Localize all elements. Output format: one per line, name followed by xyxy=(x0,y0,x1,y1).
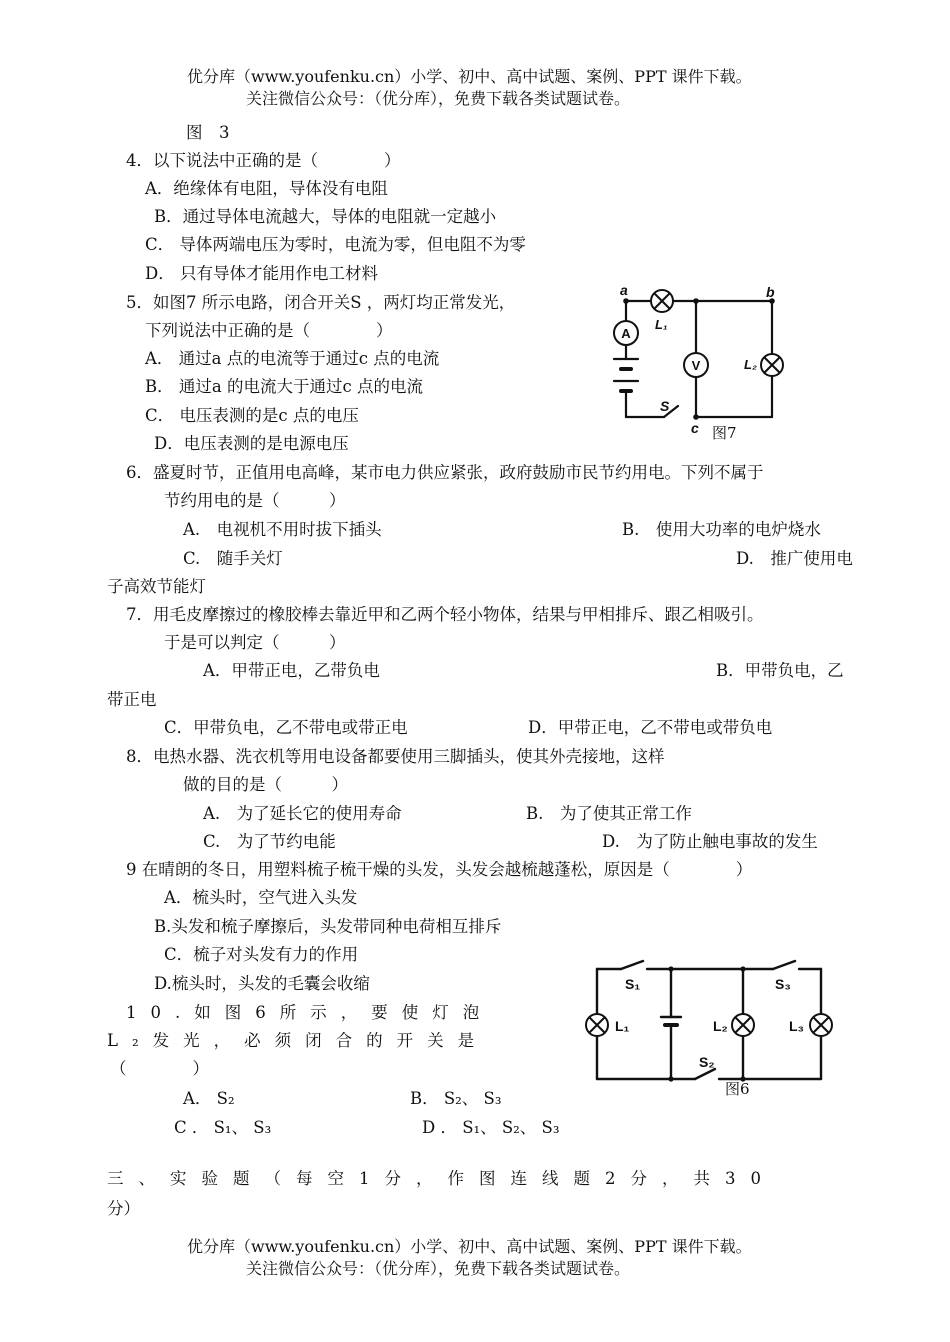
header-line-2: 关注微信公众号：（优分库），免费下载各类试题试卷。 xyxy=(246,89,631,108)
q6-stem-line-1: 6．盛夏时节，正值用电高峰，某市电力供应紧张，政府鼓励市民节约用电。下列不属于 xyxy=(126,463,764,482)
fig6-label-l1: L₁ xyxy=(615,1018,630,1034)
fig7-label-l1: L₁ xyxy=(655,317,668,332)
q5-stem-line-1: 5．如图7 所示电路，闭合开关S ，两灯均正常发光， xyxy=(126,293,516,312)
q4-option-a: A．绝缘体有电阻，导体没有电阻 xyxy=(145,179,388,198)
fig7-label-s: S xyxy=(660,398,670,414)
q6-option-d-continued: 子高效节能灯 xyxy=(107,577,206,596)
fig6-label-l3: L₃ xyxy=(789,1018,805,1034)
q7-stem-line-1: 7．用毛皮摩擦过的橡胶棒去靠近甲和乙两个轻小物体，结果与甲相排斥、跟乙相吸引。 xyxy=(126,605,764,624)
q9-stem: 9 在晴朗的冬日，用塑料梳子梳干燥的头发，头发会越梳越蓬松，原因是（ ） xyxy=(126,860,753,879)
q5-option-a: A． 通过a 点的电流等于通过c 点的电流 xyxy=(145,349,440,368)
figure-6-caption: 图6 xyxy=(725,1080,750,1098)
q6-option-c: C. 随手关灯 xyxy=(183,549,283,568)
q9-option-a: A．梳头时，空气进入头发 xyxy=(164,888,358,907)
fig7-label-b: b xyxy=(766,284,775,300)
q7-option-d: D．甲带正电，乙不带电或带负电 xyxy=(528,718,773,737)
fig6-label-s3: S₃ xyxy=(775,976,791,992)
q8-option-c: C. 为了节约电能 xyxy=(203,832,336,851)
q9-option-d: D.梳头时，头发的毛囊会收缩 xyxy=(154,974,370,993)
q8-stem-line-2: 做的目的是（ ） xyxy=(183,775,348,794)
figure-7-circuit xyxy=(600,282,800,436)
footer-line-2: 关注微信公众号：（优分库），免费下载各类试题试卷。 xyxy=(246,1259,631,1278)
q4-stem: 4．以下说法中正确的是（ ） xyxy=(126,151,401,170)
q10-option-d: D ． S₁、 S₂、 S₃ xyxy=(422,1118,560,1137)
lamp-l3-icon xyxy=(810,1014,832,1036)
q7-option-c: C．甲带负电，乙不带电或带正电 xyxy=(164,718,408,737)
q6-option-d: D. 推广使用电 xyxy=(736,549,853,568)
lamp-l2-icon xyxy=(761,354,783,376)
q5-stem-line-2: 下列说法中正确的是（ ） xyxy=(145,321,393,340)
q10-stem-line-2: L₂发光，必须闭合的开关是 xyxy=(107,1031,489,1050)
figure-6-circuit xyxy=(585,955,835,1085)
fig7-label-l2: L₂ xyxy=(744,357,757,372)
section-3-heading: 三、实验题（每空1分，作图连线题2分，共30 xyxy=(107,1169,776,1188)
q8-option-a: A. 为了延长它的使用寿命 xyxy=(203,804,402,823)
q5-option-b: B． 通过a 的电流大于通过c 点的电流 xyxy=(145,377,423,396)
fig7-label-a: a xyxy=(620,282,628,298)
q4-option-c: C． 导体两端电压为零时，电流为零，但电阻不为零 xyxy=(145,235,526,254)
lamp-l1-icon xyxy=(586,1014,608,1036)
q10-stem-line-3: （ ） xyxy=(110,1059,209,1078)
q10-stem-line-1: 10.如图6所示，要使灯泡 xyxy=(126,1003,494,1022)
lamp-l1-icon xyxy=(651,290,673,312)
fig6-label-l2: L₂ xyxy=(713,1018,728,1034)
q6-stem-line-2: 节约用电的是（ ） xyxy=(164,491,346,510)
q7-option-a: A．甲带正电，乙带负电 xyxy=(203,661,380,680)
figure-7-caption: 图7 xyxy=(712,424,737,442)
q8-option-d: D. 为了防止触电事故的发生 xyxy=(602,832,818,851)
q7-stem-line-2: 于是可以判定（ ） xyxy=(164,633,346,652)
q10-option-a: A． S₂ xyxy=(183,1089,235,1108)
q6-option-b: B. 使用大功率的电炉烧水 xyxy=(622,520,821,539)
lamp-l2-icon xyxy=(732,1014,754,1036)
header-line-1: 优分库（www.youfenku.cn）小学、初中、高中试题、案例、PPT 课件下载。 xyxy=(187,67,752,86)
fig6-label-s2: S₂ xyxy=(699,1054,715,1070)
svg-text:V: V xyxy=(691,358,701,373)
q8-stem-line-1: 8．电热水器、洗衣机等用电设备都要使用三脚插头，使其外壳接地，这样 xyxy=(126,747,665,766)
q5-option-d: D．电压表测的是电源电压 xyxy=(154,434,349,453)
section-3-heading-continued: 分） xyxy=(107,1199,140,1218)
q10-option-b: B． S₂、 S₃ xyxy=(410,1089,502,1108)
q9-option-c: C．梳子对头发有力的作用 xyxy=(164,945,359,964)
q7-option-b-continued: 带正电 xyxy=(107,690,157,709)
q9-option-b: B.头发和梳子摩擦后，头发带同种电荷相互排斥 xyxy=(154,917,502,936)
voltmeter-icon xyxy=(684,353,708,377)
fig6-label-s1: S₁ xyxy=(625,976,641,992)
q4-option-d: D． 只有导体才能用作电工材料 xyxy=(145,264,378,283)
svg-text:A: A xyxy=(621,326,631,341)
q7-option-b: B．甲带负电，乙 xyxy=(716,661,844,680)
figure-3-caption: 图 3 xyxy=(186,123,230,142)
q10-option-c: C ． S₁、 S₃ xyxy=(174,1118,272,1137)
fig7-label-c: c xyxy=(691,420,699,436)
footer-line-1: 优分库（www.youfenku.cn）小学、初中、高中试题、案例、PPT 课件下载。 xyxy=(187,1237,752,1256)
q8-option-b: B. 为了使其正常工作 xyxy=(526,804,692,823)
q4-option-b: B．通过导体电流越大，导体的电阻就一定越小 xyxy=(154,207,497,226)
ammeter-icon xyxy=(614,321,638,345)
q6-option-a: A. 电视机不用时拔下插头 xyxy=(183,520,382,539)
q5-option-c: C． 电压表测的是c 点的电压 xyxy=(145,406,359,425)
